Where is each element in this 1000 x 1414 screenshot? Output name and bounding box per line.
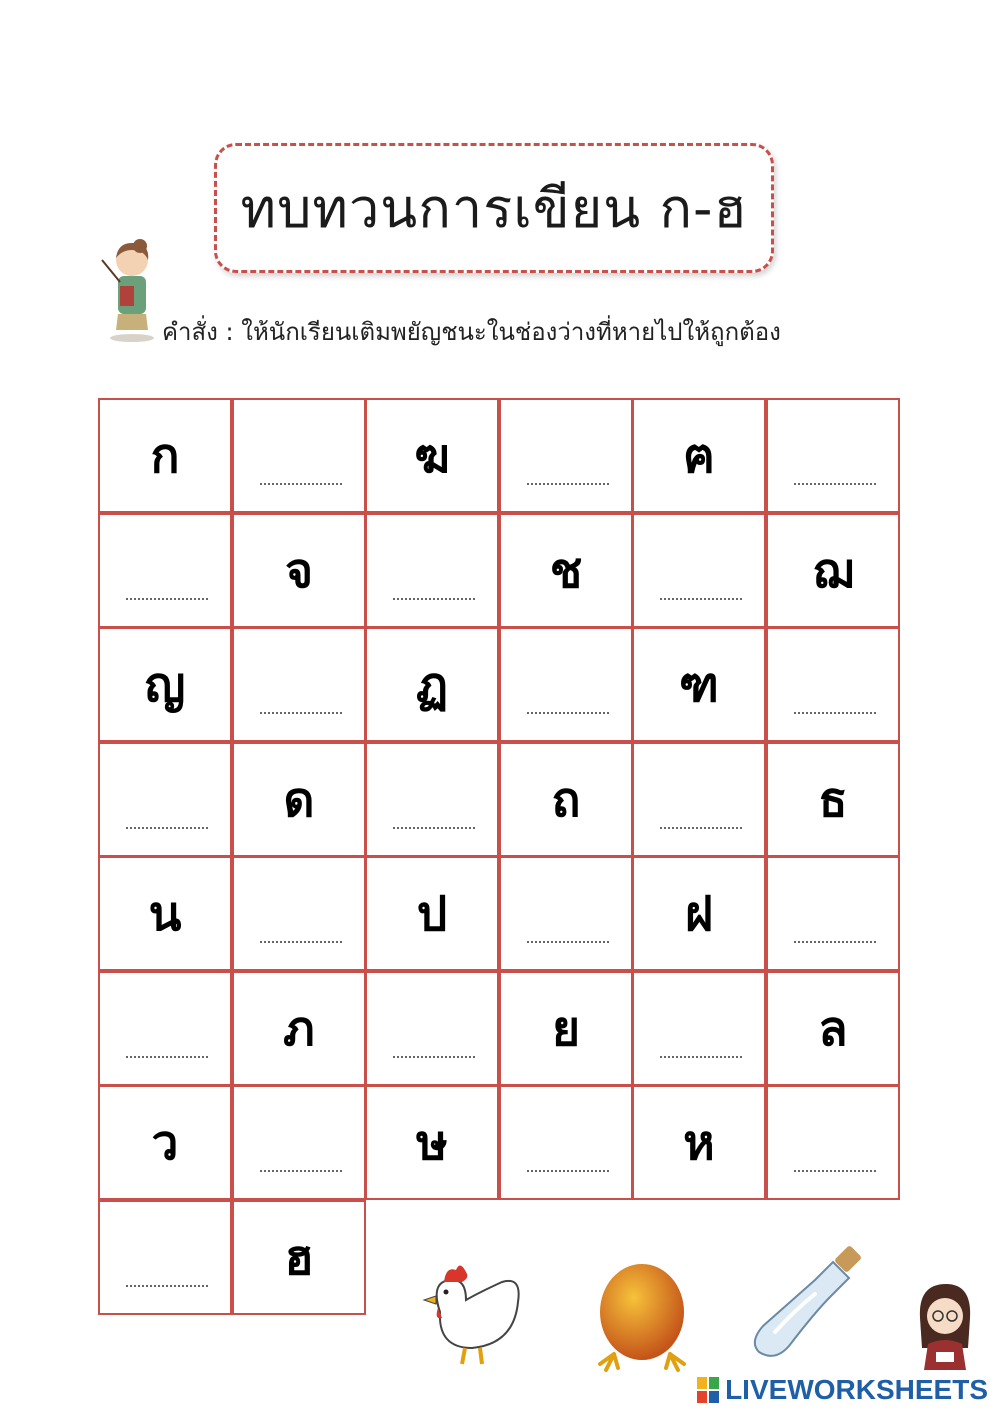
egg-illustration [592,1262,692,1372]
consonant-letter: ย [551,1000,581,1057]
dotted-answer-line[interactable] [660,598,742,600]
dotted-answer-line[interactable] [126,827,208,829]
blank-cell[interactable] [365,513,499,628]
blank-cell[interactable] [766,856,900,971]
blank-cell[interactable] [499,398,633,513]
letter-cell [98,627,232,742]
consonant-letter: ธ [818,771,848,828]
blank-cell[interactable] [98,1200,232,1315]
dotted-answer-line[interactable] [260,712,342,714]
consonant-letter: ก [150,427,180,484]
blank-cell[interactable] [766,1085,900,1200]
dotted-answer-line[interactable] [794,712,876,714]
consonant-letter: ษ [416,1114,448,1171]
letter-cell [365,856,499,971]
dotted-answer-line[interactable] [527,712,609,714]
instruction-text: คำสั่ง : ให้นักเรียนเติมพยัญชนะในช่องว่างที่หายไปให้ถูกต้อง [162,318,781,346]
dotted-answer-line[interactable] [260,483,342,485]
consonant-letter: น [148,885,182,942]
letter-cell [232,742,366,857]
letter-cell [232,1200,366,1315]
letter-cell [632,627,766,742]
consonant-letter: ฝ [684,885,714,942]
letter-cell [365,1085,499,1200]
letter-cell [766,513,900,628]
blank-cell[interactable] [766,627,900,742]
dotted-answer-line[interactable] [393,598,475,600]
blank-cell[interactable] [499,856,633,971]
blank-cell[interactable] [232,398,366,513]
blank-cell[interactable] [499,627,633,742]
liveworksheets-logo[interactable] [697,1374,988,1406]
consonant-letter: ฮ [284,1229,314,1286]
chicken-illustration [410,1252,528,1370]
blank-cell[interactable] [365,971,499,1086]
dotted-answer-line[interactable] [794,483,876,485]
dotted-answer-line[interactable] [794,1170,876,1172]
letter-cell [766,971,900,1086]
liveworksheets-logo-text: LIVEWORKSHEETS [725,1374,988,1405]
consonant-letter: ล [818,1000,848,1057]
blank-cell[interactable] [766,398,900,513]
letter-cell [365,398,499,513]
liveworksheets-logo-icon [697,1377,719,1403]
letter-cell [232,971,366,1086]
consonant-letter: ห [683,1114,715,1171]
dotted-answer-line[interactable] [126,1056,208,1058]
blank-cell[interactable] [365,742,499,857]
dotted-answer-line[interactable] [527,1170,609,1172]
consonant-letter: ถ [551,771,581,828]
consonant-letter: ฅ [682,427,716,484]
dotted-answer-line[interactable] [660,827,742,829]
dotted-answer-line[interactable] [260,941,342,943]
letter-cell [98,856,232,971]
consonant-letter: ด [283,771,315,828]
consonant-letter: ป [416,885,448,942]
blank-cell[interactable] [232,627,366,742]
teacher-avatar-illustration [910,1278,980,1376]
consonant-letter: ช [549,542,583,599]
consonant-letter: ฏ [415,656,449,713]
consonant-letter: ภ [283,1000,315,1057]
consonant-letter: ฑ [679,656,719,713]
letter-cell [499,742,633,857]
dotted-answer-line[interactable] [393,827,475,829]
letter-cell [499,513,633,628]
bottle-illustration [745,1240,870,1370]
blank-cell[interactable] [499,1085,633,1200]
letter-cell [98,398,232,513]
letter-cell [632,856,766,971]
blank-cell[interactable] [98,971,232,1086]
letter-cell [632,1085,766,1200]
dotted-answer-line[interactable] [260,1170,342,1172]
letter-cell [632,398,766,513]
teacher-illustration [100,238,160,343]
letter-cell [98,1085,232,1200]
dotted-answer-line[interactable] [527,483,609,485]
dotted-answer-line[interactable] [126,1285,208,1287]
consonant-letter: ว [151,1114,179,1171]
dotted-answer-line[interactable] [126,598,208,600]
blank-cell[interactable] [632,513,766,628]
consonant-letter: ฌ [812,542,854,599]
page-title: ทบทวนการเขียน ก-ฮ [240,177,748,240]
dotted-answer-line[interactable] [794,941,876,943]
consonant-letter: จ [284,542,314,599]
blank-cell[interactable] [632,971,766,1086]
letter-cell [232,513,366,628]
blank-cell[interactable] [98,742,232,857]
blank-cell[interactable] [632,742,766,857]
title-box [214,143,774,273]
blank-cell[interactable] [98,513,232,628]
letter-cell [365,627,499,742]
blank-cell[interactable] [232,1085,366,1200]
blank-cell[interactable] [232,856,366,971]
dotted-answer-line[interactable] [660,1056,742,1058]
dotted-answer-line[interactable] [527,941,609,943]
dotted-answer-line[interactable] [393,1056,475,1058]
consonant-letter: ญ [144,656,186,713]
letter-cell [766,742,900,857]
letter-cell [499,971,633,1086]
consonant-letter: ฆ [414,427,450,484]
